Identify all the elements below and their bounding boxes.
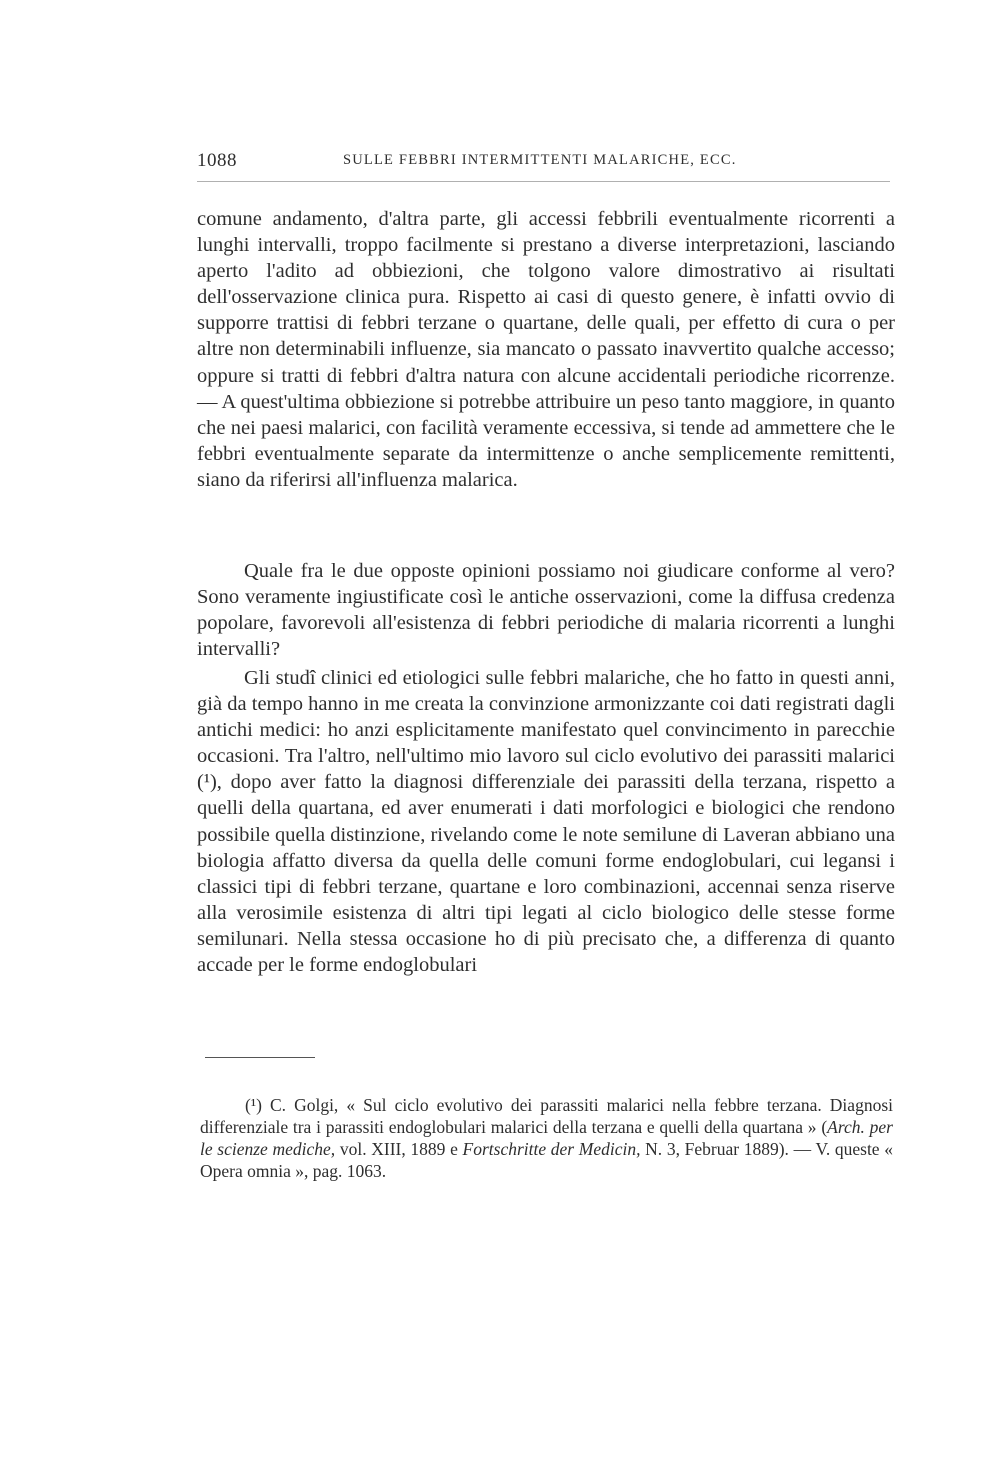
header-rule: [197, 181, 890, 182]
running-title: SULLE FEBBRI INTERMITTENTI MALARICHE, ECC.: [343, 152, 737, 168]
page-number: 1088: [197, 150, 237, 171]
footnote-journal-2: Fortschritte der Medicin,: [462, 1139, 641, 1159]
page-header: [197, 150, 890, 180]
footnote: [200, 1094, 893, 1182]
body-paragraph-2: Quale fra le due opposte opinioni possiamo noi giudicare conforme al vero? Sono veramente ingiustificate così le antiche osservazioni, come la diffusa credenza popolare, favorevoli all'esistenza di febbri periodiche di malaria ricorrenti a lunghi intervalli?: [197, 560, 895, 661]
footnote-text-1: (¹) C. Golgi, « Sul ciclo evolutivo dei parassiti malarici nella febbre terzana. Diagnosi differenziale tra i parassiti endoglobulari malarici della terzana e quelli della quartana » (: [200, 1095, 893, 1137]
body-paragraph-1: comune andamento, d'altra parte, gli accessi febbrili eventualmente ricorrenti a lunghi intervalli, troppo facilmente si prestano a diverse interpretazioni, lasciando aperto l'adito ad obbiezioni, che tolgono valore dimostrativo ai risultati dell'osservazione clinica pura. Rispetto ai casi di questo genere, è infatti ovvio di supporre trattisi di febbri terzane o quartane, delle quali, per effetto di cura o per altre non determinabili influenze, sia mancato o passato inavvertito qualche accesso; oppure si tratti di febbri d'altra natura con alcune accidentali periodiche ricorrenze. — A quest'ultima obbiezione si potrebbe attribuire un peso tanto maggiore, in quanto che nei paesi malarici, con facilità veramente eccessiva, si tende ad ammettere che le febbri eventualmente separate da intermittenze o anche semplicemente remittenti, siano da riferirsi all'influenza malarica.: [197, 208, 895, 491]
footnote-rule: [205, 1057, 315, 1058]
footnote-text-2: vol. XIII, 1889 e: [335, 1139, 463, 1159]
footnote-journal-1: Arch. per le scienze mediche,: [200, 1117, 893, 1159]
body-paragraph-3: Gli studî clinici ed etiologici sulle febbri malariche, che ho fatto in questi anni, già da tempo hanno in me creata la convinzione armonizzante coi dati registrati dagli antichi medici: ho anzi esplicitamente manifestato quel convincimento in parecchie occasioni. Tra l'altro, nell'ultimo mio lavoro sul ciclo evolutivo dei parassiti malarici (¹), dopo aver fatto la diagnosi differenziale dei parassiti della terzana, rispetto a quelli della quartana, ed aver enumerati i dati morfologici e biologici che rendono possibile quella distinzione, rivelando come le note semilune di Laveran abbiano una biologia affatto diversa da quella delle comuni forme endoglobulari, cui legansi i classici tipi di febbri terzane, quartane e loro combinazioni, accennai senza riserve alla verosimile esistenza di altri tipi legati al ciclo biologico delle stesse forme semilunari. Nella stessa occasione ho di più precisato che, a differenza di quanto accade per le forme endoglobulari: [197, 667, 895, 977]
footnote-text-3: N. 3, Februar 1889). — V. queste « Opera omnia », pag. 1063.: [200, 1139, 893, 1181]
